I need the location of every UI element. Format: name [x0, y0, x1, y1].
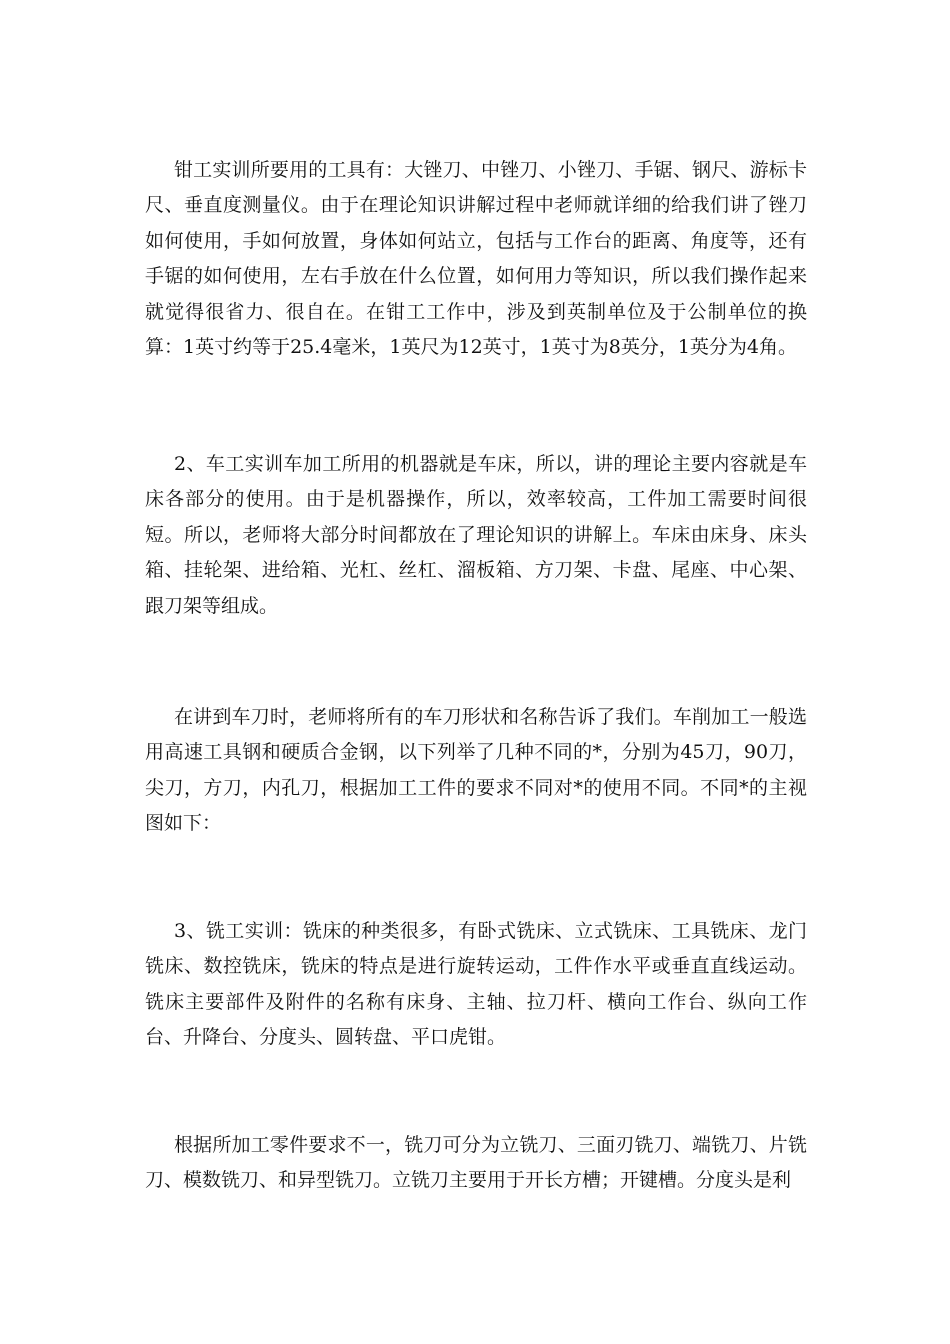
paragraph-milling-training: 3、铣工实训：铣床的种类很多，有卧式铣床、立式铣床、工具铣床、龙门铣床、数控铣床，铣床的特点是进行旋转运动，工件作水平或垂直直线运动。铣床主要部件及附件的名称有床身、主轴、拉刀杆、横向工作台、纵向工作台、升降台、分度头、圆转盘、平口虎钳。 — [145, 920, 807, 1049]
paragraph-milling-cutters: 根据所加工零件要求不一，铣刀可分为立铣刀、三面刃铣刀、端铣刀、片铣刀、模数铣刀、和异型铣刀。立铣刀主要用于开长方槽；开键槽。分度头是利 — [145, 1134, 807, 1192]
paragraph-fitter-tools: 钳工实训所要用的工具有：大锉刀、中锉刀、小锉刀、手锯、钢尺、游标卡尺、垂直度测量仪。由于在理论知识讲解过程中老师就详细的给我们讲了锉刀如何使用，手如何放置，身体如何站立，包括与工作台的距离、角度等，还有手锯的如何使用，左右手放在什么位置，如何用力等知识，所以我们操作起来就觉得很省力、很自在。在钳工工作中，涉及到英制单位及于公制单位的换算：1英寸约等于25.4毫米，1英尺为12英寸，1英寸为8英分，1英分为4角。 — [145, 159, 807, 359]
paragraph-lathe-training: 2、车工实训车加工所用的机器就是车床，所以，讲的理论主要内容就是车床各部分的使用。由于是机器操作，所以，效率较高，工件加工需要时间很短。所以，老师将大部分时间都放在了理论知识的讲解上。车床由床身、床头箱、挂轮架、进给箱、光杠、丝杠、溜板箱、方刀架、卡盘、尾座、中心架、跟刀架等组成。 — [145, 453, 807, 617]
paragraph-turning-tools: 在讲到车刀时，老师将所有的车刀形状和名称告诉了我们。车削加工一般选用高速工具钢和硬质合金钢，以下列举了几种不同的*，分别为45刀，90刀，尖刀，方刀，内孔刀，根据加工工件的要求不同对*的使用不同。不同*的主视图如下： — [145, 706, 807, 835]
